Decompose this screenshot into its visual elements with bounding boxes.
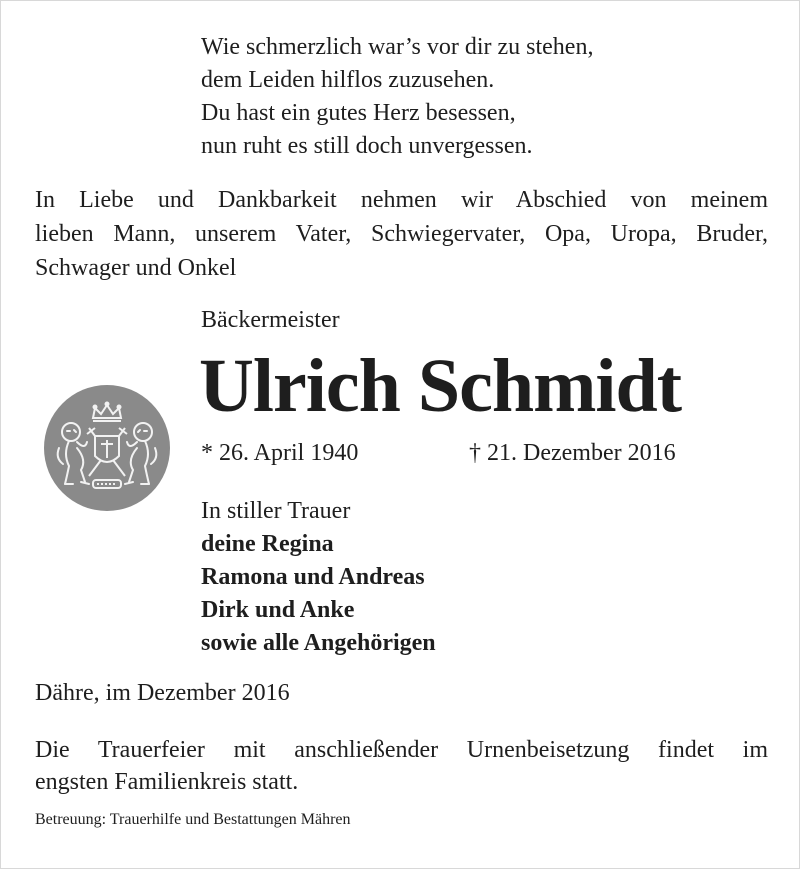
poem-line: nun ruht es still doch unvergessen. — [201, 133, 533, 159]
intro-line: lieben Mann, unserem Vater, Schwiegervater, Opa, Uropa, Bruder, — [35, 221, 768, 247]
place-date: Dähre, im Dezember 2016 — [35, 680, 290, 706]
funeral-text — [35, 734, 768, 798]
mourner-name: Dirk und Anke — [201, 597, 355, 623]
mourner-name: deine Regina — [201, 531, 334, 557]
poem — [201, 31, 593, 163]
mourners — [201, 495, 436, 660]
profession: Bäckermeister — [201, 307, 340, 333]
mourner-name: sowie alle Angehörigen — [201, 630, 436, 656]
poem-line: dem Leiden hilflos zuzusehen. — [201, 67, 495, 93]
poem-line: Du hast ein gutes Herz besessen, — [201, 100, 516, 126]
funeral-home-credit: Betreuung: Trauerhilfe und Bestattungen Mähren — [35, 811, 351, 828]
birth-date: * 26. April 1940 — [201, 440, 359, 466]
intro-line: In Liebe und Dankbarkeit nehmen wir Abschied von meinem — [35, 187, 768, 213]
mourner-name: Ramona und Andreas — [201, 564, 425, 590]
death-date: † 21. Dezember 2016 — [469, 440, 676, 466]
mourning-intro: In stiller Trauer — [201, 498, 351, 524]
funeral-line: Die Trauerfeier mit anschließender Urnenbeisetzung findet im — [35, 737, 768, 763]
intro-text — [35, 183, 768, 285]
poem-line: Wie schmerzlich war’s vor dir zu stehen, — [201, 34, 594, 60]
funeral-line: engsten Familienkreis statt. — [35, 769, 299, 795]
coat-of-arms-icon — [43, 384, 171, 512]
intro-line: Schwager und Onkel — [35, 255, 237, 281]
deceased-name: Ulrich Schmidt — [199, 344, 682, 428]
